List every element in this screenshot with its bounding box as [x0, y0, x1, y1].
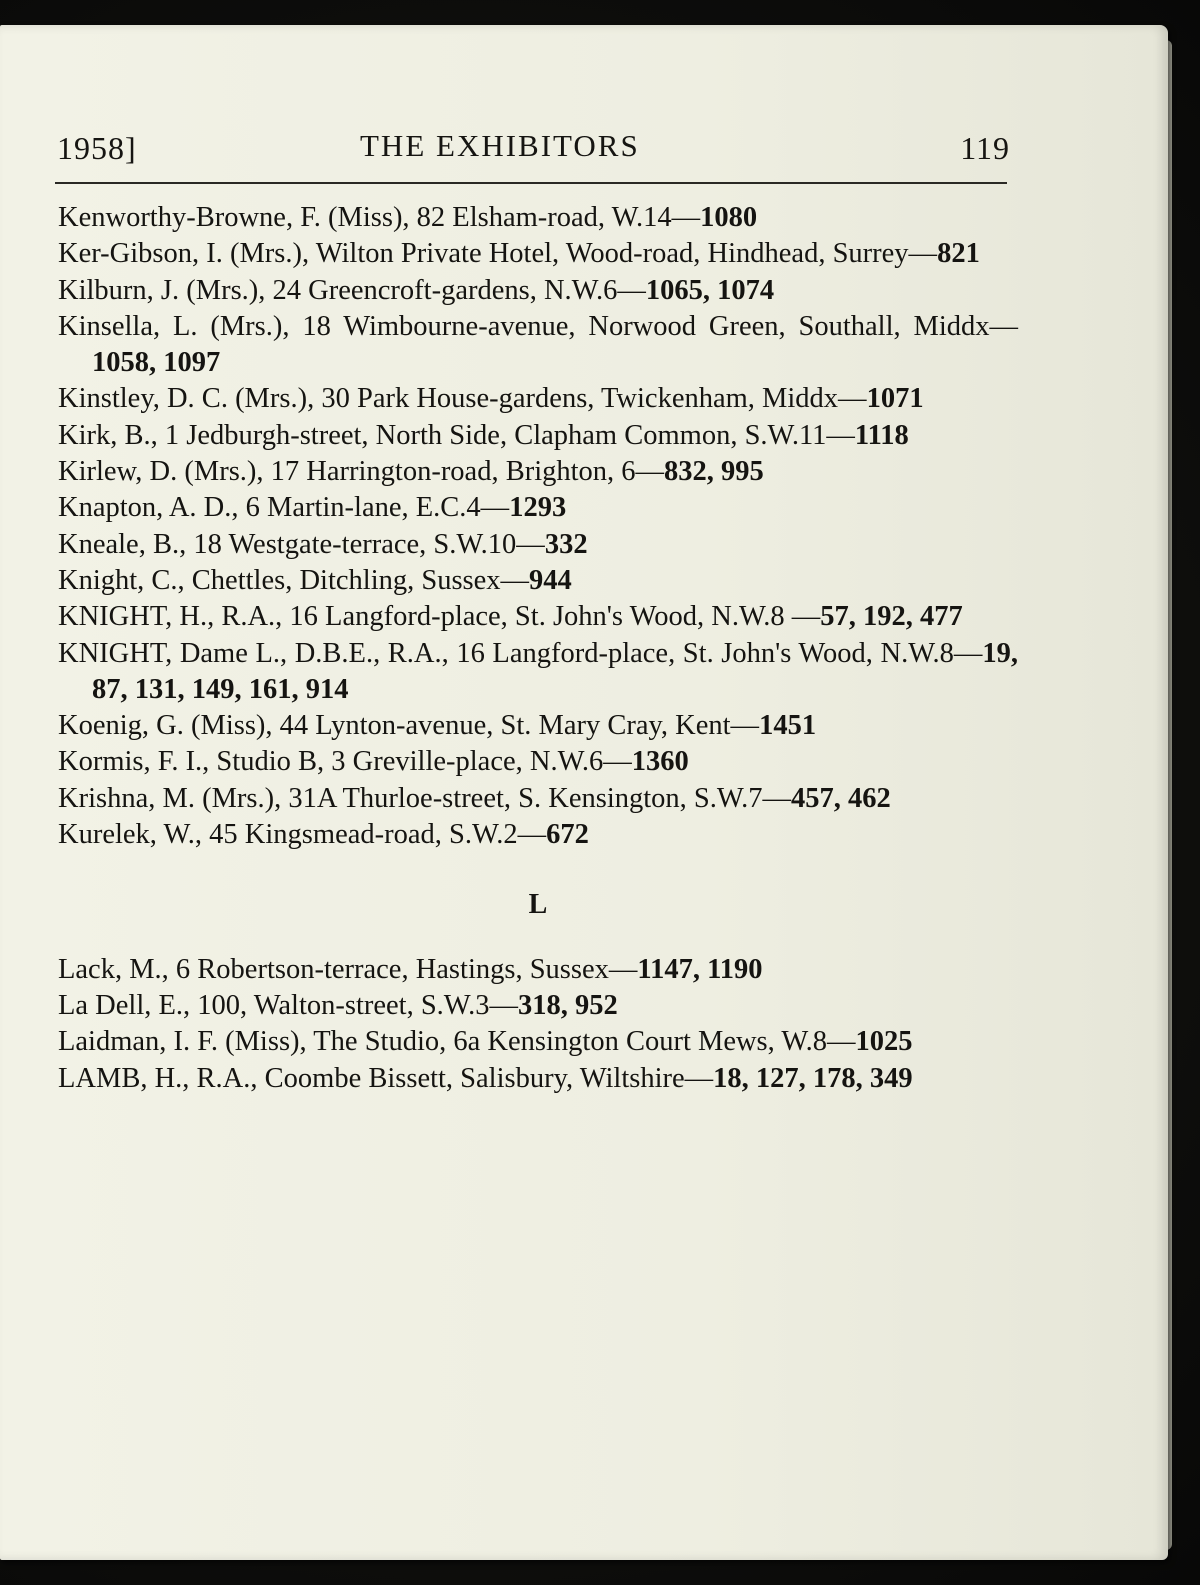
entry-text: Kirk, B., 1 Jedburgh-street, North Side, Clapham Common, S.W.11— — [58, 419, 855, 451]
list-item — [58, 1061, 1018, 1097]
list-item — [58, 988, 1018, 1024]
list-item — [58, 200, 1018, 236]
entry-text: Kurelek, W., 45 Kingsmead-road, S.W.2— — [58, 819, 547, 851]
exhibitor-list — [58, 200, 1018, 1097]
entry-numbers: 1118 — [854, 419, 909, 451]
entry-numbers: 19, 87, 131, 149, 161, 914 — [92, 637, 1018, 705]
entry-text: La Dell, E., 100, Walton-street, S.W.3— — [58, 989, 518, 1021]
list-item — [58, 236, 1018, 272]
entry-numbers: 18, 127, 178, 349 — [713, 1062, 913, 1094]
entry-numbers: 1451 — [759, 710, 817, 742]
entry-numbers: 1025 — [855, 1026, 913, 1058]
entry-numbers: 318, 952 — [517, 989, 618, 1021]
entry-numbers: 1071 — [866, 383, 924, 415]
list-item — [58, 952, 1018, 988]
entry-text: Knight, C., Chettles, Ditchling, Sussex— — [58, 564, 530, 596]
entry-text: Knapton, A. D., 6 Martin-lane, E.C.4— — [58, 492, 510, 524]
entry-text: Kenworthy-Browne, F. (Miss), 82 Elsham-road, W.14— — [58, 202, 701, 233]
list-item — [58, 309, 1018, 382]
entry-numbers: 832, 995 — [664, 456, 764, 488]
list-item — [58, 527, 1018, 563]
entry-text: Kirlew, D. (Mrs.), 17 Harrington-road, Brighton, 6— — [58, 456, 665, 488]
list-item — [58, 490, 1018, 526]
list-item — [58, 744, 1018, 780]
entry-numbers: 57, 192, 477 — [820, 601, 963, 633]
list-item — [58, 418, 1018, 454]
section-heading-l: L — [528, 889, 548, 921]
list-item — [58, 636, 1018, 709]
entry-numbers: 332 — [544, 528, 588, 560]
entry-numbers: 457, 462 — [791, 782, 891, 814]
list-item — [58, 599, 1018, 635]
entry-numbers: 1058, 1097 — [92, 347, 221, 379]
list-item — [58, 381, 1018, 417]
entry-text: Lack, M., 6 Robertson-terrace, Hastings, Sussex— — [58, 953, 638, 985]
entry-text: Kilburn, J. (Mrs.), 24 Greencroft-gardens, N.W.6— — [58, 274, 646, 306]
list-item — [58, 1024, 1018, 1060]
header-title: THE EXHIBITORS — [360, 128, 640, 163]
entry-text: LAMB, H., R.A., Coombe Bissett, Salisbury, Wiltshire— — [58, 1062, 714, 1094]
entry-numbers: 1147, 1190 — [637, 953, 763, 985]
page-number: 119 — [960, 130, 1010, 166]
list-item — [58, 817, 1018, 853]
list-item — [58, 273, 1018, 309]
entry-numbers: 1065, 1074 — [645, 274, 775, 306]
entry-text: Laidman, I. F. (Miss), The Studio, 6a Kensington Court Mews, W.8— — [58, 1026, 856, 1058]
entry-text: KNIGHT, H., R.A., 16 Langford-place, St. John's Wood, N.W.8 — — [58, 601, 821, 633]
entry-text: Ker-Gibson, I. (Mrs.), Wilton Private Hotel, Wood-road, Hindhead, Surrey— — [58, 238, 938, 270]
entry-numbers: 672 — [546, 819, 589, 851]
entry-text: Krishna, M. (Mrs.), 31A Thurloe-street, S. Kensington, S.W.7— — [58, 782, 792, 814]
header-rule — [55, 182, 1007, 184]
list-item — [58, 454, 1018, 490]
entry-text: Kormis, F. I., Studio B, 3 Greville-place, N.W.6— — [58, 746, 632, 778]
entry-numbers: 944 — [529, 564, 572, 596]
entry-text: Kinsella, L. (Mrs.), 18 Wimbourne-avenue, Norwood Green, Southall, Middx— — [58, 310, 1018, 342]
entry-text: Kneale, B., 18 Westgate-terrace, S.W.10— — [58, 528, 545, 560]
entry-text: Koenig, G. (Miss), 44 Lynton-avenue, St. Mary Cray, Kent— — [58, 710, 760, 742]
list-item — [58, 781, 1018, 817]
header-year: 1958] — [57, 130, 137, 166]
list-item — [58, 563, 1018, 599]
running-header — [57, 126, 1010, 176]
entry-numbers: 821 — [937, 238, 980, 270]
list-item — [58, 708, 1018, 744]
entry-numbers: 1360 — [631, 746, 689, 778]
entry-text: KNIGHT, Dame L., D.B.E., R.A., 16 Langford-place, St. John's Wood, N.W.8— — [58, 637, 983, 669]
entry-text: Kinstley, D. C. (Mrs.), 30 Park House-gardens, Twickenham, Middx— — [58, 383, 867, 415]
entry-numbers: 1293 — [509, 492, 567, 524]
entry-numbers: 1080 — [700, 202, 758, 233]
